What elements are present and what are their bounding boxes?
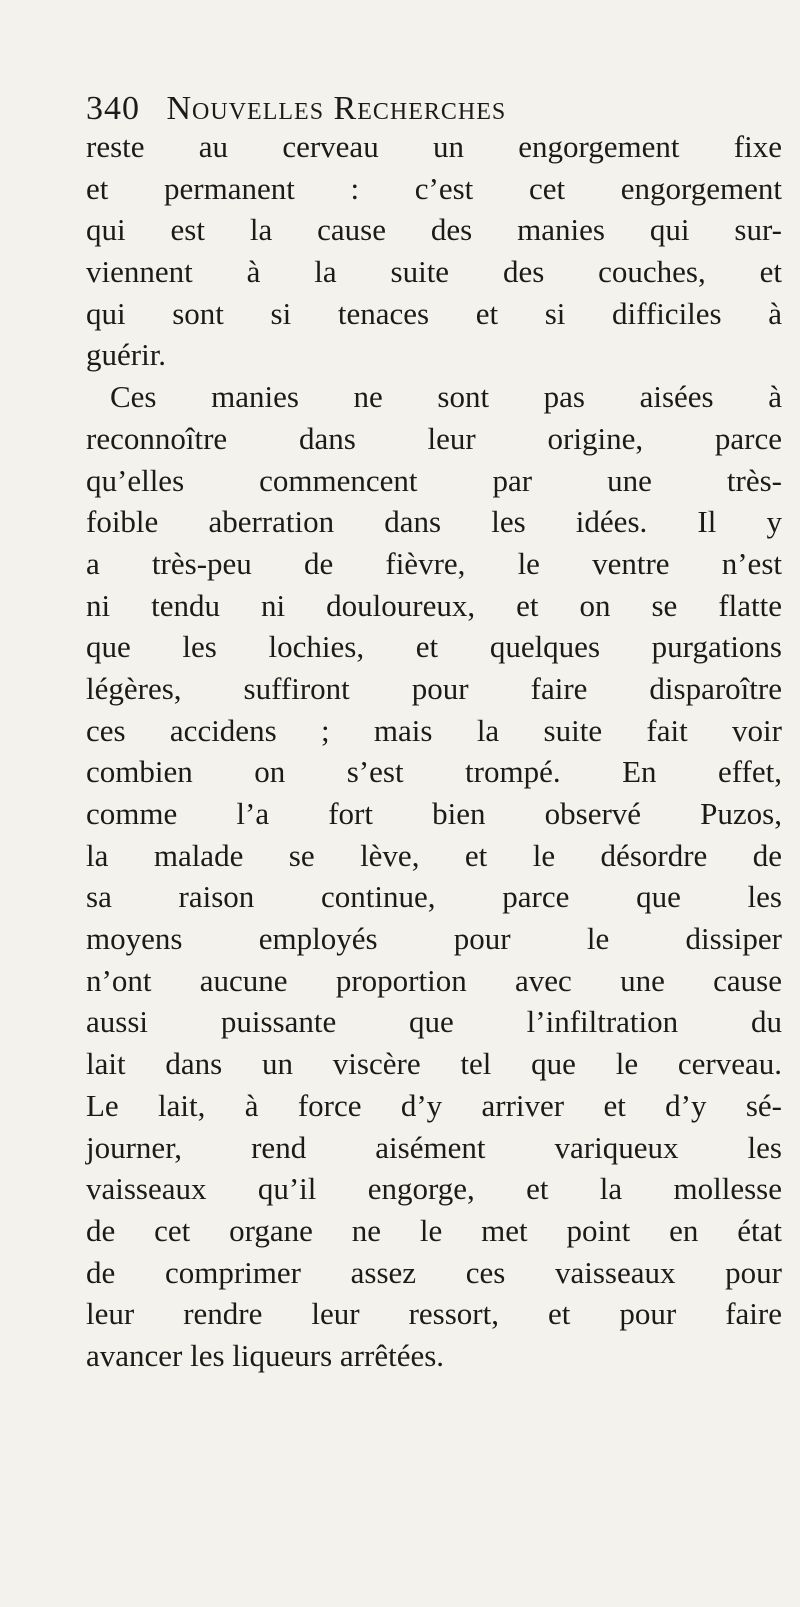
text-line: journer, rend aisément variqueux les xyxy=(86,1129,782,1165)
text-line: Le lait, à force d’y arriver et d’y sé- xyxy=(86,1087,782,1123)
text-line: viennent à la suite des couches, et xyxy=(86,254,782,290)
text-line: que les lochies, et quelques purgations xyxy=(86,629,782,665)
text-line: n’ont aucune proportion avec une cause xyxy=(86,962,782,998)
text-line: la malade se lève, et le désordre de xyxy=(86,837,782,873)
body-text xyxy=(86,126,782,1377)
paragraph-1 xyxy=(86,126,782,376)
text-line: comme l’a fort bien observé Puzos, xyxy=(86,796,782,831)
text-line: moyens employés pour le dissiper xyxy=(86,921,782,957)
text-line: sa raison continue, parce que les xyxy=(86,879,782,915)
paragraph-2 xyxy=(86,376,782,1377)
text-line: combien on s’est trompé. En effet, xyxy=(86,754,782,790)
text-line: leur rendre leur ressort, et pour faire xyxy=(86,1296,782,1332)
text-line: de cet organe ne le met point en état xyxy=(86,1212,782,1248)
text-line: qu’elles commencent par une très- xyxy=(86,462,782,498)
text-line: vaisseaux qu’il engorge, et la mollesse xyxy=(86,1171,782,1207)
text-line: Ces manies ne sont pas aisées à xyxy=(110,379,782,415)
text-line: a très-peu de fièvre, le ventre n’est xyxy=(86,545,782,581)
text-line: qui sont si tenaces et si difficiles à xyxy=(86,295,782,331)
text-line: reconnoître dans leur origine, parce xyxy=(86,420,782,456)
text-line: lait dans un viscère tel que le cerveau. xyxy=(86,1046,782,1082)
text-line: ces accidens ; mais la suite fait voir xyxy=(86,712,782,748)
text-line: et permanent : c’est cet engorgement xyxy=(86,170,782,206)
text-line: légères, suffiront pour faire disparoître xyxy=(86,670,782,706)
running-head-title: Nouvelles Recherches xyxy=(166,90,507,127)
text-line: aussi puissante que l’infiltration du xyxy=(86,1004,782,1040)
text-line: ni tendu ni douloureux, et on se flatte xyxy=(86,587,782,623)
text-line: reste au cerveau un engorgement fixe xyxy=(86,129,782,164)
text-line: avancer les liqueurs arrêtées. xyxy=(86,1337,445,1373)
text-line: qui est la cause des manies qui sur- xyxy=(86,212,782,248)
text-line: foible aberration dans les idées. Il y xyxy=(86,504,782,540)
text-line: guérir. xyxy=(86,337,167,373)
text-line: de comprimer assez ces vaisseaux pour xyxy=(86,1254,782,1290)
page-number: 340 xyxy=(86,90,140,127)
